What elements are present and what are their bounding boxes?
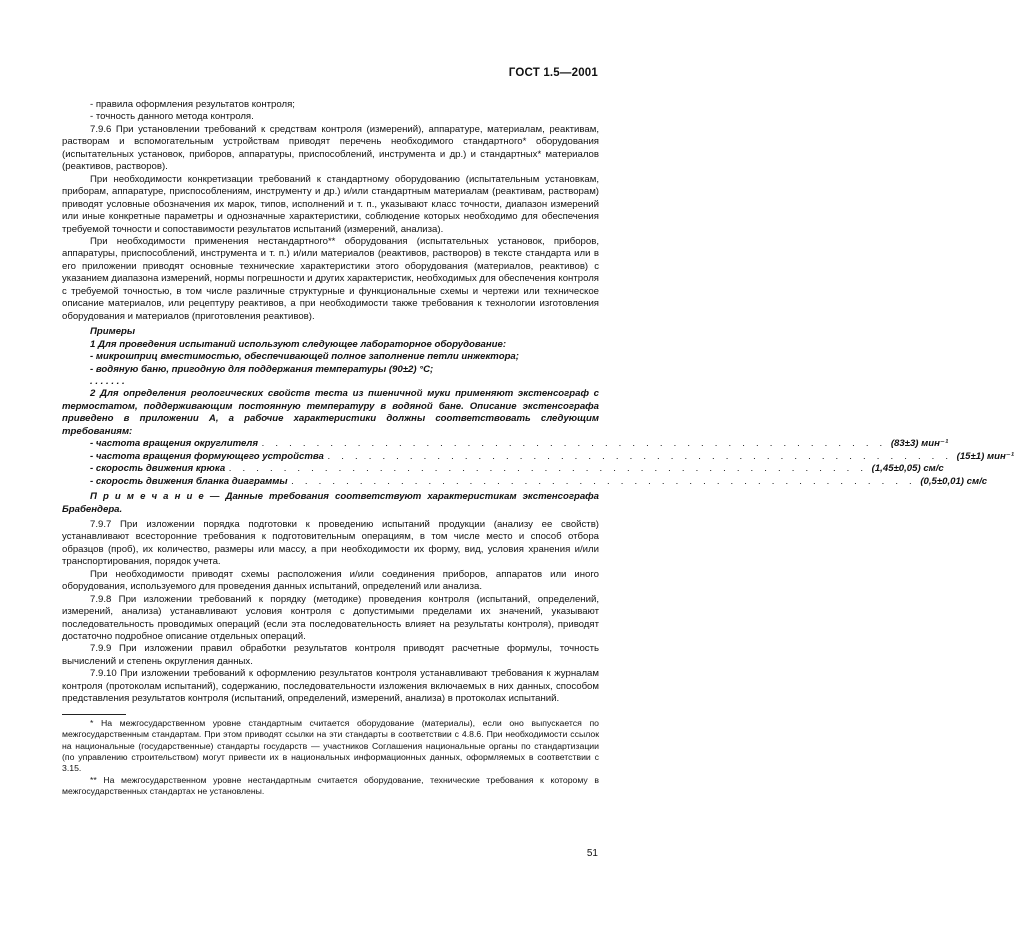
paragraph-7-9-6: 7.9.6 При установлении требований к средствам контроля (измерений), аппаратуре, материалам, реактивам, растворам и вспомогательным устройствам приводят перечень необходимого стандартного* оборудования (испытательных установок, приборов, аппаратуры, приспособлений, инструмента и др.) и стандартных* материалов (реактивов, растворов). xyxy=(62,123,599,173)
param-row xyxy=(62,438,949,450)
list-item: - правила оформления результатов контроля; xyxy=(90,99,295,110)
paragraph-7-9-8: 7.9.8 При изложении требований к порядку (методике) проведения контроля (испытаний, определений, измерений, анализа) устанавливают условия контроля с допустимыми пределами их значений, указывают последовательность проводимых операций (если эта последовательность влияет на результаты контроля), приводят достаточно подробное описание отдельных операций. xyxy=(62,593,599,643)
param-label: - частота вращения формующего устройства xyxy=(90,450,324,462)
page-header: ГОСТ 1.5—2001 xyxy=(508,67,598,79)
param-label: - частота вращения округлителя xyxy=(90,438,259,450)
example-1-item: - водяную баню, пригодную для поддержания температуры (90±2) °С; xyxy=(90,363,434,375)
paragraph: При необходимости конкретизации требований к стандартному оборудованию (испытательным установкам, приборам, аппаратуре, приспособлениям, инструменту и др.) и/или стандартным материалам (реактивам, растворам) приводят условные обозначения их марок, типов, исполнений и т. п., указывают класс точности, диапазон измерений или иные конкретные параметры и однозначные характеристики, соблюдение которых необходимо для обеспечения требуемой точности и сопоставимости результатов испытаний (измерений, анализа). xyxy=(62,173,599,235)
list-item: - точность данного метода контроля. xyxy=(90,111,254,123)
leader-dots: . . . . . . . . . . . . . . . . . . . . . . . . . . . . . . . . . . . . . . . . . . . . . . xyxy=(262,438,887,450)
param-value: (83±3) мин⁻¹ xyxy=(890,438,949,450)
note: П р и м е ч а н и е — Данные требования соответствуют характеристикам экстенсографа Брабендера. xyxy=(62,491,599,515)
paragraph-7-9-9: 7.9.9 При изложении правил обработки результатов контроля приводят расчетные формулы, точность вычислений и степень округления данных. xyxy=(62,643,599,667)
param-row xyxy=(62,475,988,488)
param-value: (15±1) мин⁻¹ xyxy=(956,450,1014,462)
leader-dots: . . . . . . . . . . . . . . . . . . . . . . . . . . . . . . . . . . . . . . . . . . . . . . xyxy=(291,475,917,487)
leader-dots: . . . . . . . . . . . . . . . . . . . . . . . . . . . . . . . . . . . . . . . . . . . . . . . xyxy=(229,463,868,475)
paragraph: При необходимости приводят схемы расположения и/или соединения приборов, аппаратов или иного оборудования, используемого для проведения данных испытаний, определений или анализа. xyxy=(62,568,599,593)
footnote: ** На межгосударственном уровне нестандартным считается оборудование, технические требования к которому в межгосударственных стандартах не установлены. xyxy=(62,774,599,797)
param-row xyxy=(62,463,944,475)
example-1: 1 Для проведения испытаний используют следующее лабораторное оборудование: xyxy=(90,338,507,350)
param-value: (0,5±0,01) см/с xyxy=(920,475,988,487)
document-body xyxy=(62,99,1014,798)
example-ellipsis: . . . . . . . xyxy=(90,375,125,387)
page-number: 51 xyxy=(586,848,598,859)
footnote-divider xyxy=(62,714,126,715)
paragraph-7-9-10: 7.9.10 При изложении требований к оформлению результатов контроля устанавливают требования к журналам контроля (протоколам испытаний), содержанию, последовательности изложения включаемых в них данных, способом представления результатов контроля (испытаний, определений, измерений, анализа) в протоколах испытаний. xyxy=(62,668,599,705)
paragraph-7-9-7: 7.9.7 При изложении порядка подготовки к проведению испытаний продукции (анализу ее свойств) устанавливают всесторонние требования к подготовительным операциям, в том числе место и способ отбора образцов (проб), их количество, размеры или массу, а при необходимости их форму, вид, условия хранения и/или транспортирования, порядок учета. xyxy=(62,518,599,568)
example-1-item: - микрошприц вместимостью, обеспечивающей полное заполнение петли инжектора; xyxy=(90,351,519,363)
example-2: 2 Для определения реологических свойств теста из пшеничной муки применяют экстенсограф с термостатом, поддерживающим постоянную температуру в водяной бане. Описание экстенсографа приведено в приложении А, а рабочие характеристики должны соответствовать следующим требованиям: xyxy=(62,388,599,437)
param-row xyxy=(62,450,1014,463)
examples-heading: Примеры xyxy=(90,326,136,338)
param-label: - скорость движения бланка диаграммы xyxy=(90,475,288,487)
param-label: - скорость движения крюка xyxy=(90,463,226,475)
leader-dots: . . . . . . . . . . . . . . . . . . . . . . . . . . . . . . . . . . . . . . . . . . . . . . xyxy=(327,450,953,462)
footnote: * На межгосударственном уровне стандартным считается оборудование (материалы), если оно выпускается по межгосударственным стандартам. При этом приводят ссылки на эти стандарты в соответствии с 4.8.6. При необходимости ссылок на национальные (государственные) стандарты государств — участников Соглашения национальные органы по стандартизации (по управлению строительством) могут привести их в национальных информационных данных, оформляемых в соответствии с 3.15. xyxy=(62,717,599,774)
paragraph: При необходимости применения нестандартного** оборудования (испытательных установок, приборов, аппаратуры, приспособлений, инструмента и т. п.) и/или материалов (реактивов, растворов) в тексте стандарта или в его приложении приводят основные технические характеристики этого оборудования (материалов, реактивов) с указанием диапазона измерений, нормы погрешности и других характеристик, необходимых для обеспечения контроля с требуемой точностью, в том числе различные структурные и функциональные схемы и чертежи или техническое описание материалов, или рецептуру реактивов, а при необходимости также требования к технологии изготовления оборудования и материалов (приготовления реактивов). xyxy=(62,235,599,322)
param-value: (1,45±0,05) см/с xyxy=(871,463,944,475)
